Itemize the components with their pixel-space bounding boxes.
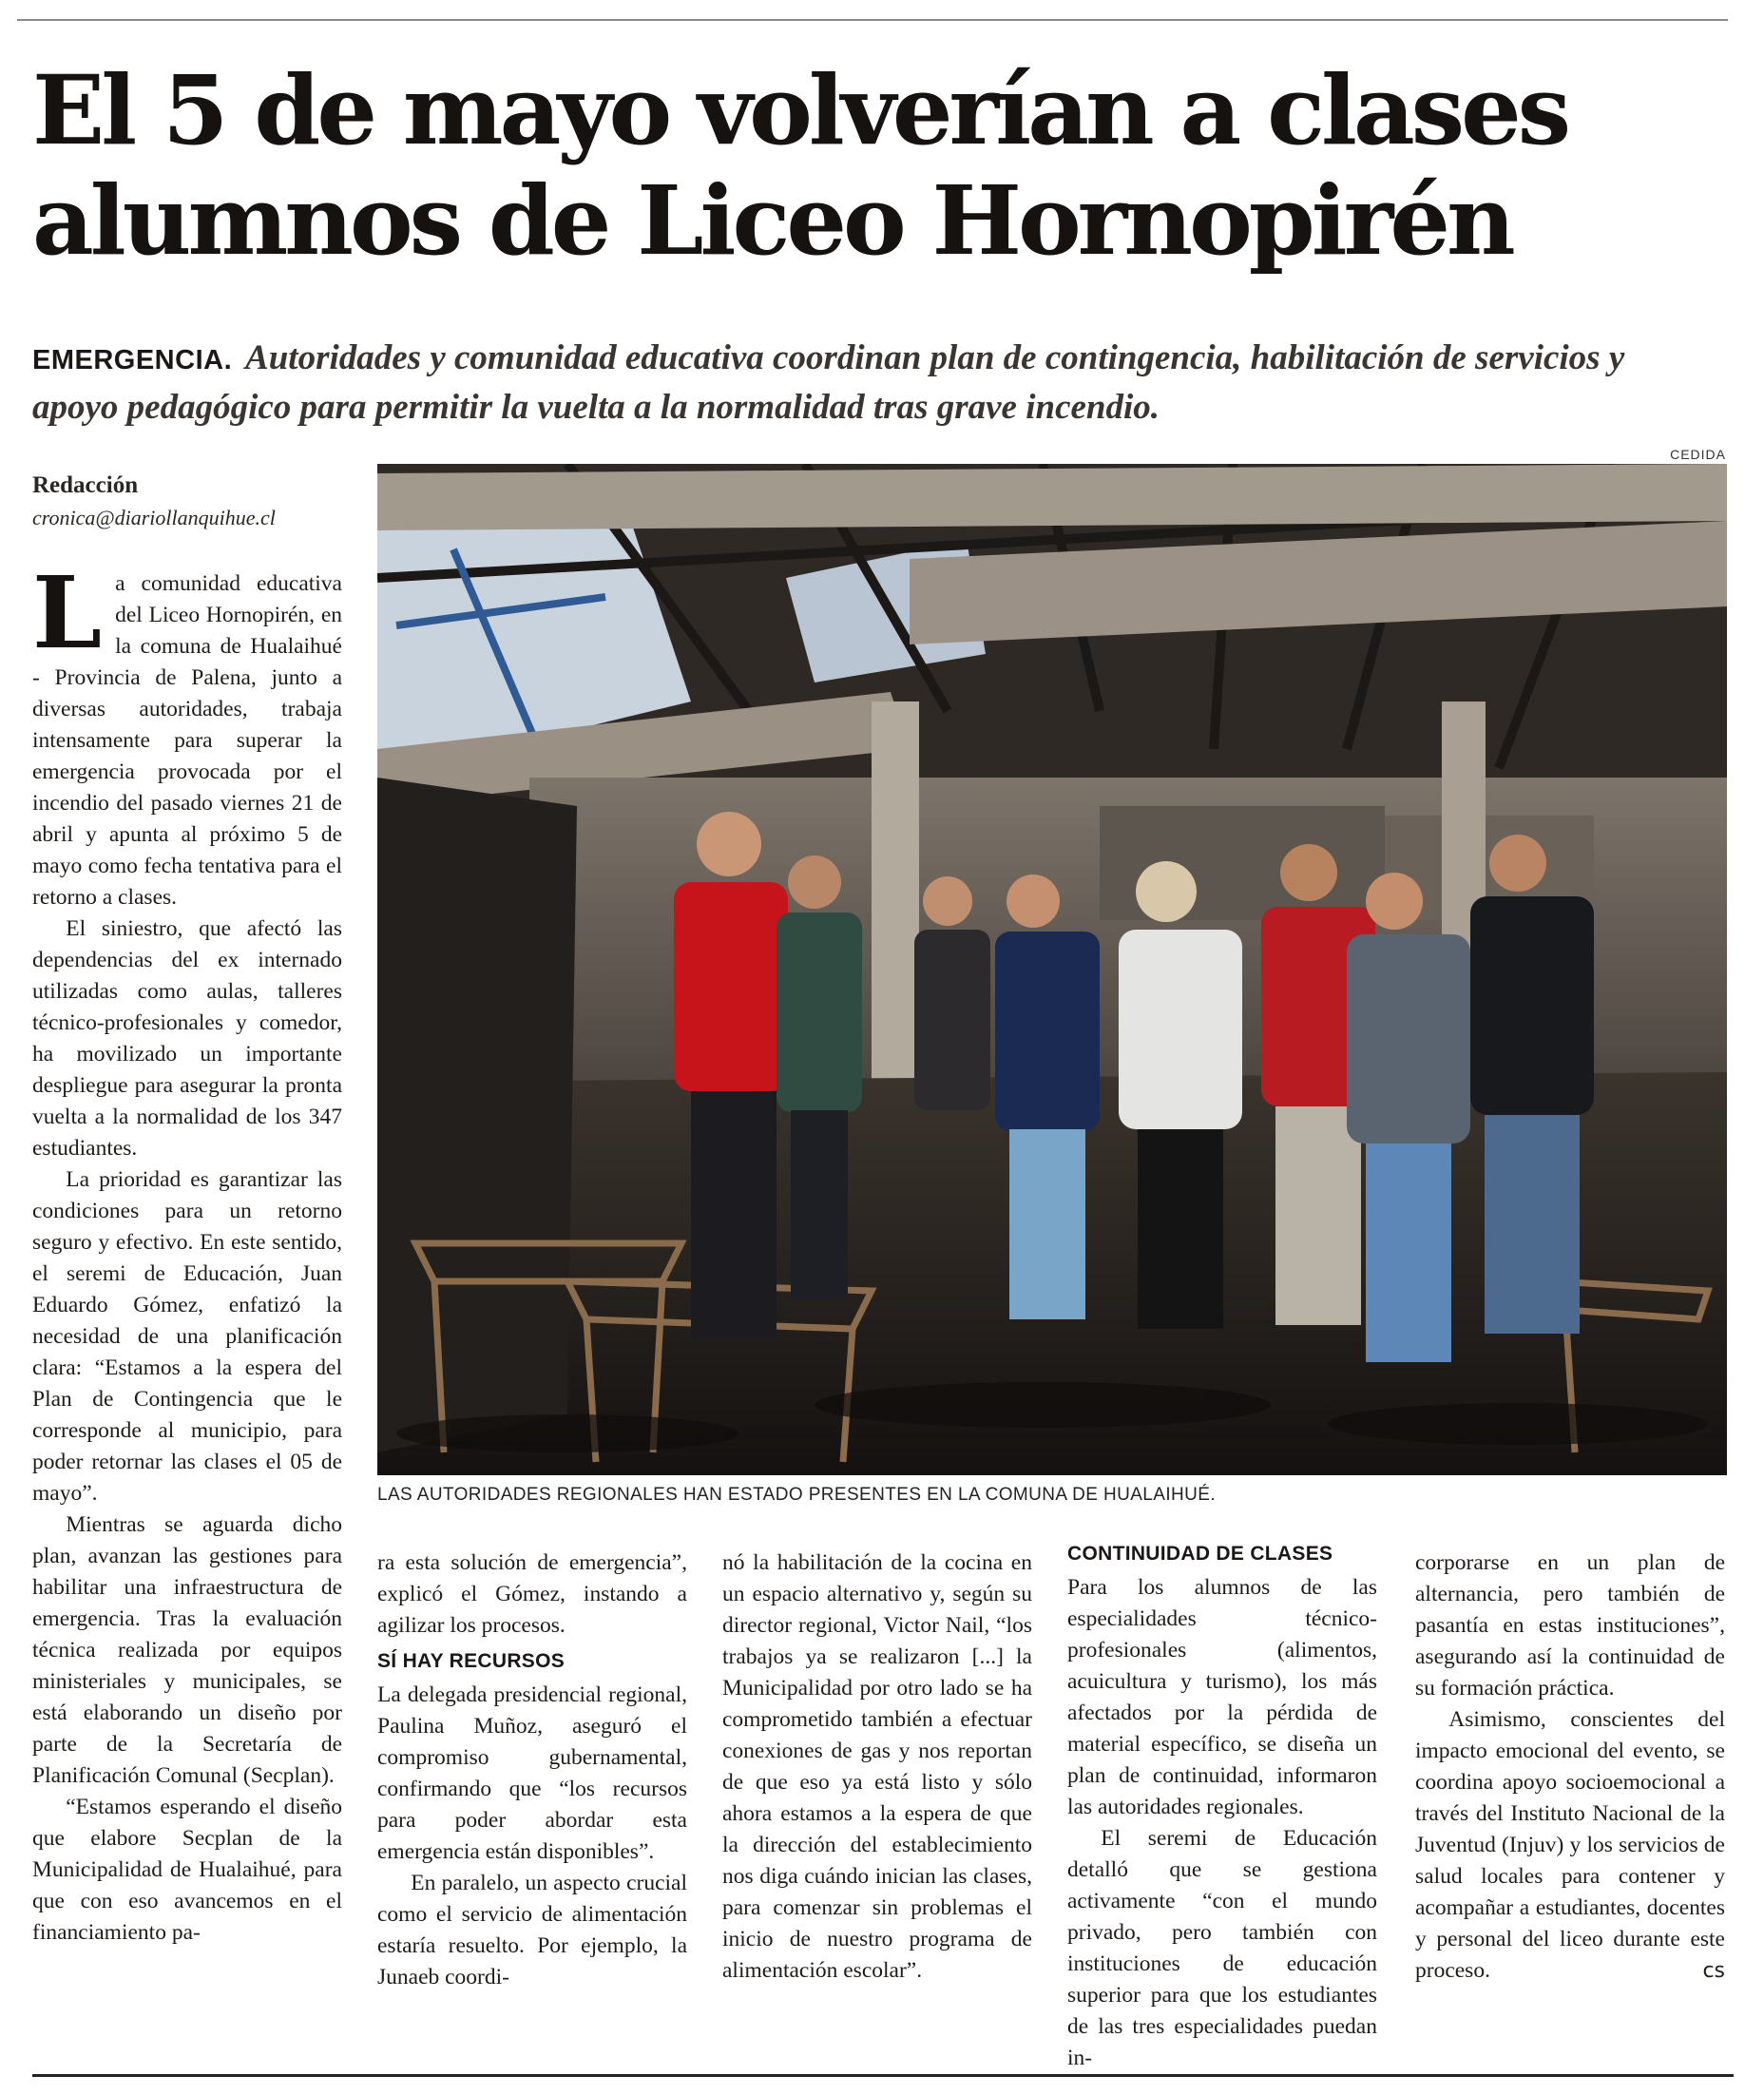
article-paragraph: La delegada presidencial regional, Paulina Muñoz, aseguró el compromiso gubernamental, confirmando que “los recursos para poder abordar esta emergencia están disponibles”. xyxy=(377,1682,687,1864)
article-paragraph: Para los alumnos de las especialidades técnico-profesionales (alimentos, acuicultura y turismo), los más afectados por la pérdida de material específico, se diseña un plan de continuidad, informaron las autoridades regionales. xyxy=(1067,1575,1377,1819)
bottom-rule xyxy=(32,2074,1734,2077)
article-paragraph xyxy=(1415,1704,1725,1987)
article-column-5 xyxy=(1415,1547,1725,1987)
article-paragraph: Mientras se aguarda dicho plan, avanzan las gestiones para habilitar una infraestructura de emergencia. Tras la evaluación técnica realizada por equipos ministeriales y municipales, se está elaborando un diseño por parte de la Secretaría de Planificación Comunal (Secplan). xyxy=(32,1512,342,1788)
deck-text: Autoridades y comunidad educativa coordinan plan de contingencia, habilitación de servicios y apoyo pedagógico para permitir la vuelta a la normalidad tras grave incendio. xyxy=(32,338,1625,427)
headline-line-2: alumnos de Liceo Hornopirén xyxy=(32,164,1512,277)
article-paragraph: El siniestro, que afectó las dependencias del ex internado utilizadas como aulas, talleres técnico-profesionales y comedor, ha movilizado un importante despliegue para asegurar la pronta vuelta a la normalidad de los 347 estudiantes. xyxy=(32,916,342,1161)
paragraph-text: Asimismo, conscientes del impacto emocional del evento, se coordina apoyo socioemocional a través del Instituto Nacional de la Juventud (Injuv) y los servicios de salud locales para contener y acompañar a estudiantes, docentes y personal del liceo durante este proceso. xyxy=(1415,1707,1725,1983)
subheading-continuidad: CONTINUIDAD DE CLASES xyxy=(1067,1543,1333,1565)
article-column-4 xyxy=(1067,1543,1377,2074)
headline-line-1: El 5 de mayo volverían a clases xyxy=(32,54,1568,166)
end-mark-icon: cs xyxy=(1702,1959,1725,1983)
article-column-2 xyxy=(377,1547,687,1993)
article-column-1 xyxy=(32,554,342,1949)
photo-credit: CEDIDA xyxy=(1670,447,1726,462)
article-paragraph: El seremi de Educación detalló que se gestiona activamente “con el mundo privado, pero también con instituciones de educación superior para que los estudiantes de las tres especialidades puedan in- xyxy=(1067,1826,1377,2070)
article-column-3 xyxy=(722,1547,1032,1987)
headline xyxy=(32,55,1734,276)
article-paragraph: ra esta solución de emergencia”, explicó el Gómez, instando a agilizar los procesos. xyxy=(377,1550,687,1638)
deck-kicker: EMERGENCIA. xyxy=(32,345,233,375)
burned-classroom-illustration xyxy=(377,464,1727,1475)
article-paragraph: corporarse en un plan de alternancia, pero también de pasantía en estas instituciones”, asegurando así la continuidad de su formación práctica. xyxy=(1415,1550,1725,1701)
article-paragraph: En paralelo, un aspecto crucial como el servicio de alimentación estaría resuelto. Por ejemplo, la Junaeb coordi- xyxy=(377,1871,687,1989)
drop-cap: L xyxy=(32,554,103,671)
article-paragraph: nó la habilitación de la cocina en un espacio alternativo y, según su director regional, Victor Nail, “los trabajos ya se realizaron [...] la Municipalidad por otro lado se ha comprometido también a efectuar conexiones de gas y nos reportan de que eso ya está listo y sólo ahora estamos a la espera de que la dirección del establecimiento nos diga cuándo inician las clases, para comenzar sin problemas el inicio de nuestro programa de alimentación escolar”. xyxy=(722,1550,1032,1983)
byline-email[interactable]: cronica@diariollanquihue.cl xyxy=(32,506,276,529)
photo-caption: LAS AUTORIDADES REGIONALES HAN ESTADO PRESENTES EN LA COMUNA DE HUALAIHUÉ. xyxy=(377,1485,1217,1505)
article-paragraph: La prioridad es garantizar las condiciones para un retorno seguro y efectivo. En este sentido, el seremi de Educación, Juan Eduardo Gómez, enfatizó la necesidad de una planificación clara: “Estamos a la espera del Plan de Contingencia que le corresponde al municipio, para poder retornar las clases el 05 de mayo”. xyxy=(32,1167,342,1506)
article-photo xyxy=(377,464,1727,1475)
subheading-recursos: SÍ HAY RECURSOS xyxy=(377,1650,566,1672)
paragraph-text: a comunidad educativa del Liceo Hornopirén, en la comuna de Hualaihué - Provincia de Palena, junto a diversas autoridades, trabaja intensamente para superar la emergencia provocada por el incendio del pasado viernes 21 de abril y apunta al próximo 5 de mayo como fecha tentativa para el retorno a clases. xyxy=(32,571,342,910)
article-paragraph xyxy=(32,554,342,913)
byline-name: Redacción xyxy=(32,472,139,498)
top-rule xyxy=(17,19,1728,21)
article-paragraph: “Estamos esperando el diseño que elabore Secplan de la Municipalidad de Hualaihué, para que con eso avancemos en el financiamiento pa- xyxy=(32,1795,342,1945)
deck xyxy=(32,335,1705,432)
